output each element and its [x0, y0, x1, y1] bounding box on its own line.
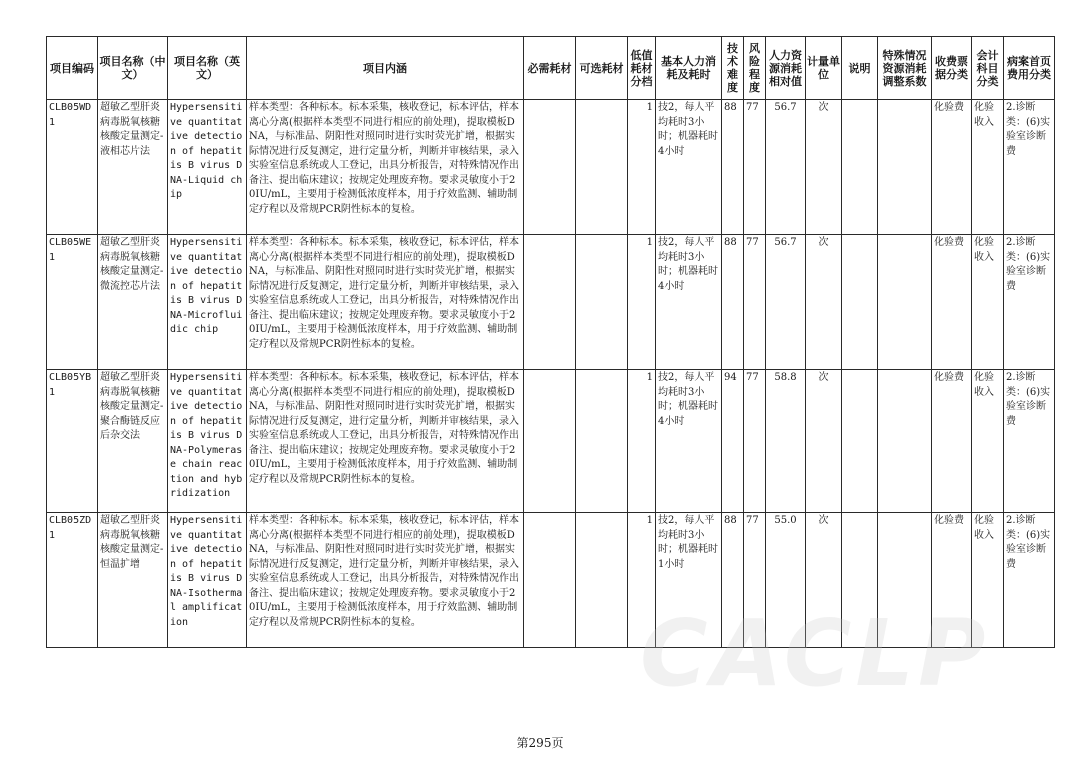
cell-unit: 次: [806, 513, 842, 648]
page-number: 第295页: [516, 736, 564, 750]
cell-unit: 次: [806, 235, 842, 370]
cell-low-value: 1: [628, 100, 656, 235]
cell-optional: [576, 235, 628, 370]
header-unit: 计量单位: [806, 37, 842, 100]
cell-accounting: 化验收入: [972, 235, 1004, 370]
header-note: 说明: [842, 37, 878, 100]
cell-billing: 化验费: [932, 370, 972, 513]
cell-name-cn: 超敏乙型肝炎病毒脱氧核糖核酸定量测定-聚合酶链反应后杂交法: [98, 370, 168, 513]
cell-required: [524, 235, 576, 370]
cell-difficulty: 94: [722, 370, 744, 513]
cell-name-en: Hypersensitive quantitative detection of hepatitis B virus DNA-Polymerase chain reaction and hybridization: [168, 370, 247, 513]
table-row: [47, 100, 1055, 235]
cell-risk: 77: [744, 370, 766, 513]
cell-risk: 77: [744, 513, 766, 648]
cell-labor: 技2，每人平均耗时3小时；机器耗时1小时: [656, 513, 722, 648]
cell-low-value: 1: [628, 513, 656, 648]
cell-note: [842, 235, 878, 370]
cell-risk: 77: [744, 235, 766, 370]
header-row: [47, 37, 1055, 100]
cell-code: CLB05WD1: [47, 100, 98, 235]
cell-labor: 技2，每人平均耗时3小时；机器耗时4小时: [656, 370, 722, 513]
cell-required: [524, 370, 576, 513]
cell-accounting: 化验收入: [972, 370, 1004, 513]
header-required: 必需耗材: [524, 37, 576, 100]
cell-name-cn: 超敏乙型肝炎病毒脱氧核糖核酸定量测定-液相芯片法: [98, 100, 168, 235]
cell-record: 2.诊断类：(6)实验室诊断费: [1004, 235, 1055, 370]
cell-record: 2.诊断类：(6)实验室诊断费: [1004, 513, 1055, 648]
cell-accounting: 化验收入: [972, 513, 1004, 648]
header-code: 项目编码: [47, 37, 98, 100]
header-content: 项目内涵: [247, 37, 524, 100]
cell-low-value: 1: [628, 370, 656, 513]
header-optional: 可选耗材: [576, 37, 628, 100]
cell-required: [524, 513, 576, 648]
cell-name-cn: 超敏乙型肝炎病毒脱氧核糖核酸定量测定-恒温扩增: [98, 513, 168, 648]
cell-name-en: Hypersensitive quantitative detection of hepatitis B virus DNA-Microfluidic chip: [168, 235, 247, 370]
cell-resource: 56.7: [766, 100, 806, 235]
header-accounting: 会计科目分类: [972, 37, 1004, 100]
cell-code: CLB05WE1: [47, 235, 98, 370]
cell-code: CLB05YB1: [47, 370, 98, 513]
table-row: [47, 235, 1055, 370]
cell-billing: 化验费: [932, 235, 972, 370]
cell-code: CLB05ZD1: [47, 513, 98, 648]
cell-note: [842, 370, 878, 513]
cell-required: [524, 100, 576, 235]
cell-content: 样本类型：各种标本。标本采集，核收登记，标本评估，样本离心分离(根据样本类型不同进行相应的前处理)，提取模板DNA，与标准品、阴阳性对照同时进行实时荧光扩增，根据实际情况进行反复测定，进行定量分析，判断并审核结果，录入实验室信息系统或人工登记，出具分析报告，对特殊情况作出备注、提出临床建议；按规定处理废弃物。要求灵敏度小于20IU/mL，主要用于检测低浓度样本，用于疗效监测、辅助制定疗程以及常规PCR阴性标本的复检。: [247, 100, 524, 235]
header-labor: 基本人力消耗及耗时: [656, 37, 722, 100]
cell-unit: 次: [806, 100, 842, 235]
cell-difficulty: 88: [722, 235, 744, 370]
cell-accounting: 化验收入: [972, 100, 1004, 235]
cell-low-value: 1: [628, 235, 656, 370]
cell-note: [842, 100, 878, 235]
pricing-table: [46, 36, 1055, 648]
watermark-logo: CACLP: [640, 600, 990, 707]
cell-unit: 次: [806, 370, 842, 513]
cell-name-en: Hypersensitive quantitative detection of hepatitis B virus DNA-Isothermal amplification: [168, 513, 247, 648]
header-risk: 风险程度: [744, 37, 766, 100]
cell-special: [878, 100, 932, 235]
cell-risk: 77: [744, 100, 766, 235]
cell-optional: [576, 513, 628, 648]
cell-name-en: Hypersensitive quantitative detection of hepatitis B virus DNA-Liquid chip: [168, 100, 247, 235]
cell-record: 2.诊断类：(6)实验室诊断费: [1004, 100, 1055, 235]
cell-special: [878, 235, 932, 370]
cell-resource: 58.8: [766, 370, 806, 513]
header-difficulty: 技术难度: [722, 37, 744, 100]
cell-billing: 化验费: [932, 513, 972, 648]
header-name-en: 项目名称（英文）: [168, 37, 247, 100]
cell-labor: 技2，每人平均耗时3小时；机器耗时4小时: [656, 235, 722, 370]
cell-billing: 化验费: [932, 100, 972, 235]
cell-note: [842, 513, 878, 648]
cell-record: 2.诊断类：(6)实验室诊断费: [1004, 370, 1055, 513]
cell-optional: [576, 370, 628, 513]
cell-content: 样本类型：各种标本。标本采集，核收登记，标本评估，样本离心分离(根据样本类型不同进行相应的前处理)，提取模板DNA，与标准品、阴阳性对照同时进行实时荧光扩增，根据实际情况进行反复测定，进行定量分析，判断并审核结果，录入实验室信息系统或人工登记，出具分析报告，对特殊情况作出备注、提出临床建议；按规定处理废弃物。要求灵敏度小于20IU/mL，主要用于检测低浓度样本，用于疗效监测、辅助制定疗程以及常规PCR阴性标本的复检。: [247, 513, 524, 648]
header-special: 特殊情况资源消耗调整系数: [878, 37, 932, 100]
cell-special: [878, 513, 932, 648]
cell-name-cn: 超敏乙型肝炎病毒脱氧核糖核酸定量测定-微流控芯片法: [98, 235, 168, 370]
cell-difficulty: 88: [722, 513, 744, 648]
header-resource: 人力资源消耗相对值: [766, 37, 806, 100]
header-record: 病案首页费用分类: [1004, 37, 1055, 100]
cell-resource: 56.7: [766, 235, 806, 370]
table-row: [47, 370, 1055, 513]
header-low-value: 低值耗材分档: [628, 37, 656, 100]
cell-special: [878, 370, 932, 513]
cell-content: 样本类型：各种标本。标本采集，核收登记，标本评估，样本离心分离(根据样本类型不同进行相应的前处理)，提取模板DNA，与标准品、阴阳性对照同时进行实时荧光扩增，根据实际情况进行反复测定，进行定量分析，判断并审核结果，录入实验室信息系统或人工登记，出具分析报告，对特殊情况作出备注、提出临床建议；按规定处理废弃物。要求灵敏度小于20IU/mL，主要用于检测低浓度样本，用于疗效监测、辅助制定疗程以及常规PCR阴性标本的复检。: [247, 370, 524, 513]
table-row: [47, 513, 1055, 648]
header-name-cn: 项目名称（中文）: [98, 37, 168, 100]
header-billing: 收费票据分类: [932, 37, 972, 100]
cell-optional: [576, 100, 628, 235]
cell-content: 样本类型：各种标本。标本采集，核收登记，标本评估，样本离心分离(根据样本类型不同进行相应的前处理)，提取模板DNA，与标准品、阴阳性对照同时进行实时荧光扩增，根据实际情况进行反复测定，进行定量分析，判断并审核结果，录入实验室信息系统或人工登记，出具分析报告，对特殊情况作出备注、提出临床建议；按规定处理废弃物。要求灵敏度小于20IU/mL，主要用于检测低浓度样本，用于疗效监测、辅助制定疗程以及常规PCR阴性标本的复检。: [247, 235, 524, 370]
cell-labor: 技2，每人平均耗时3小时；机器耗时4小时: [656, 100, 722, 235]
cell-resource: 55.0: [766, 513, 806, 648]
cell-difficulty: 88: [722, 100, 744, 235]
